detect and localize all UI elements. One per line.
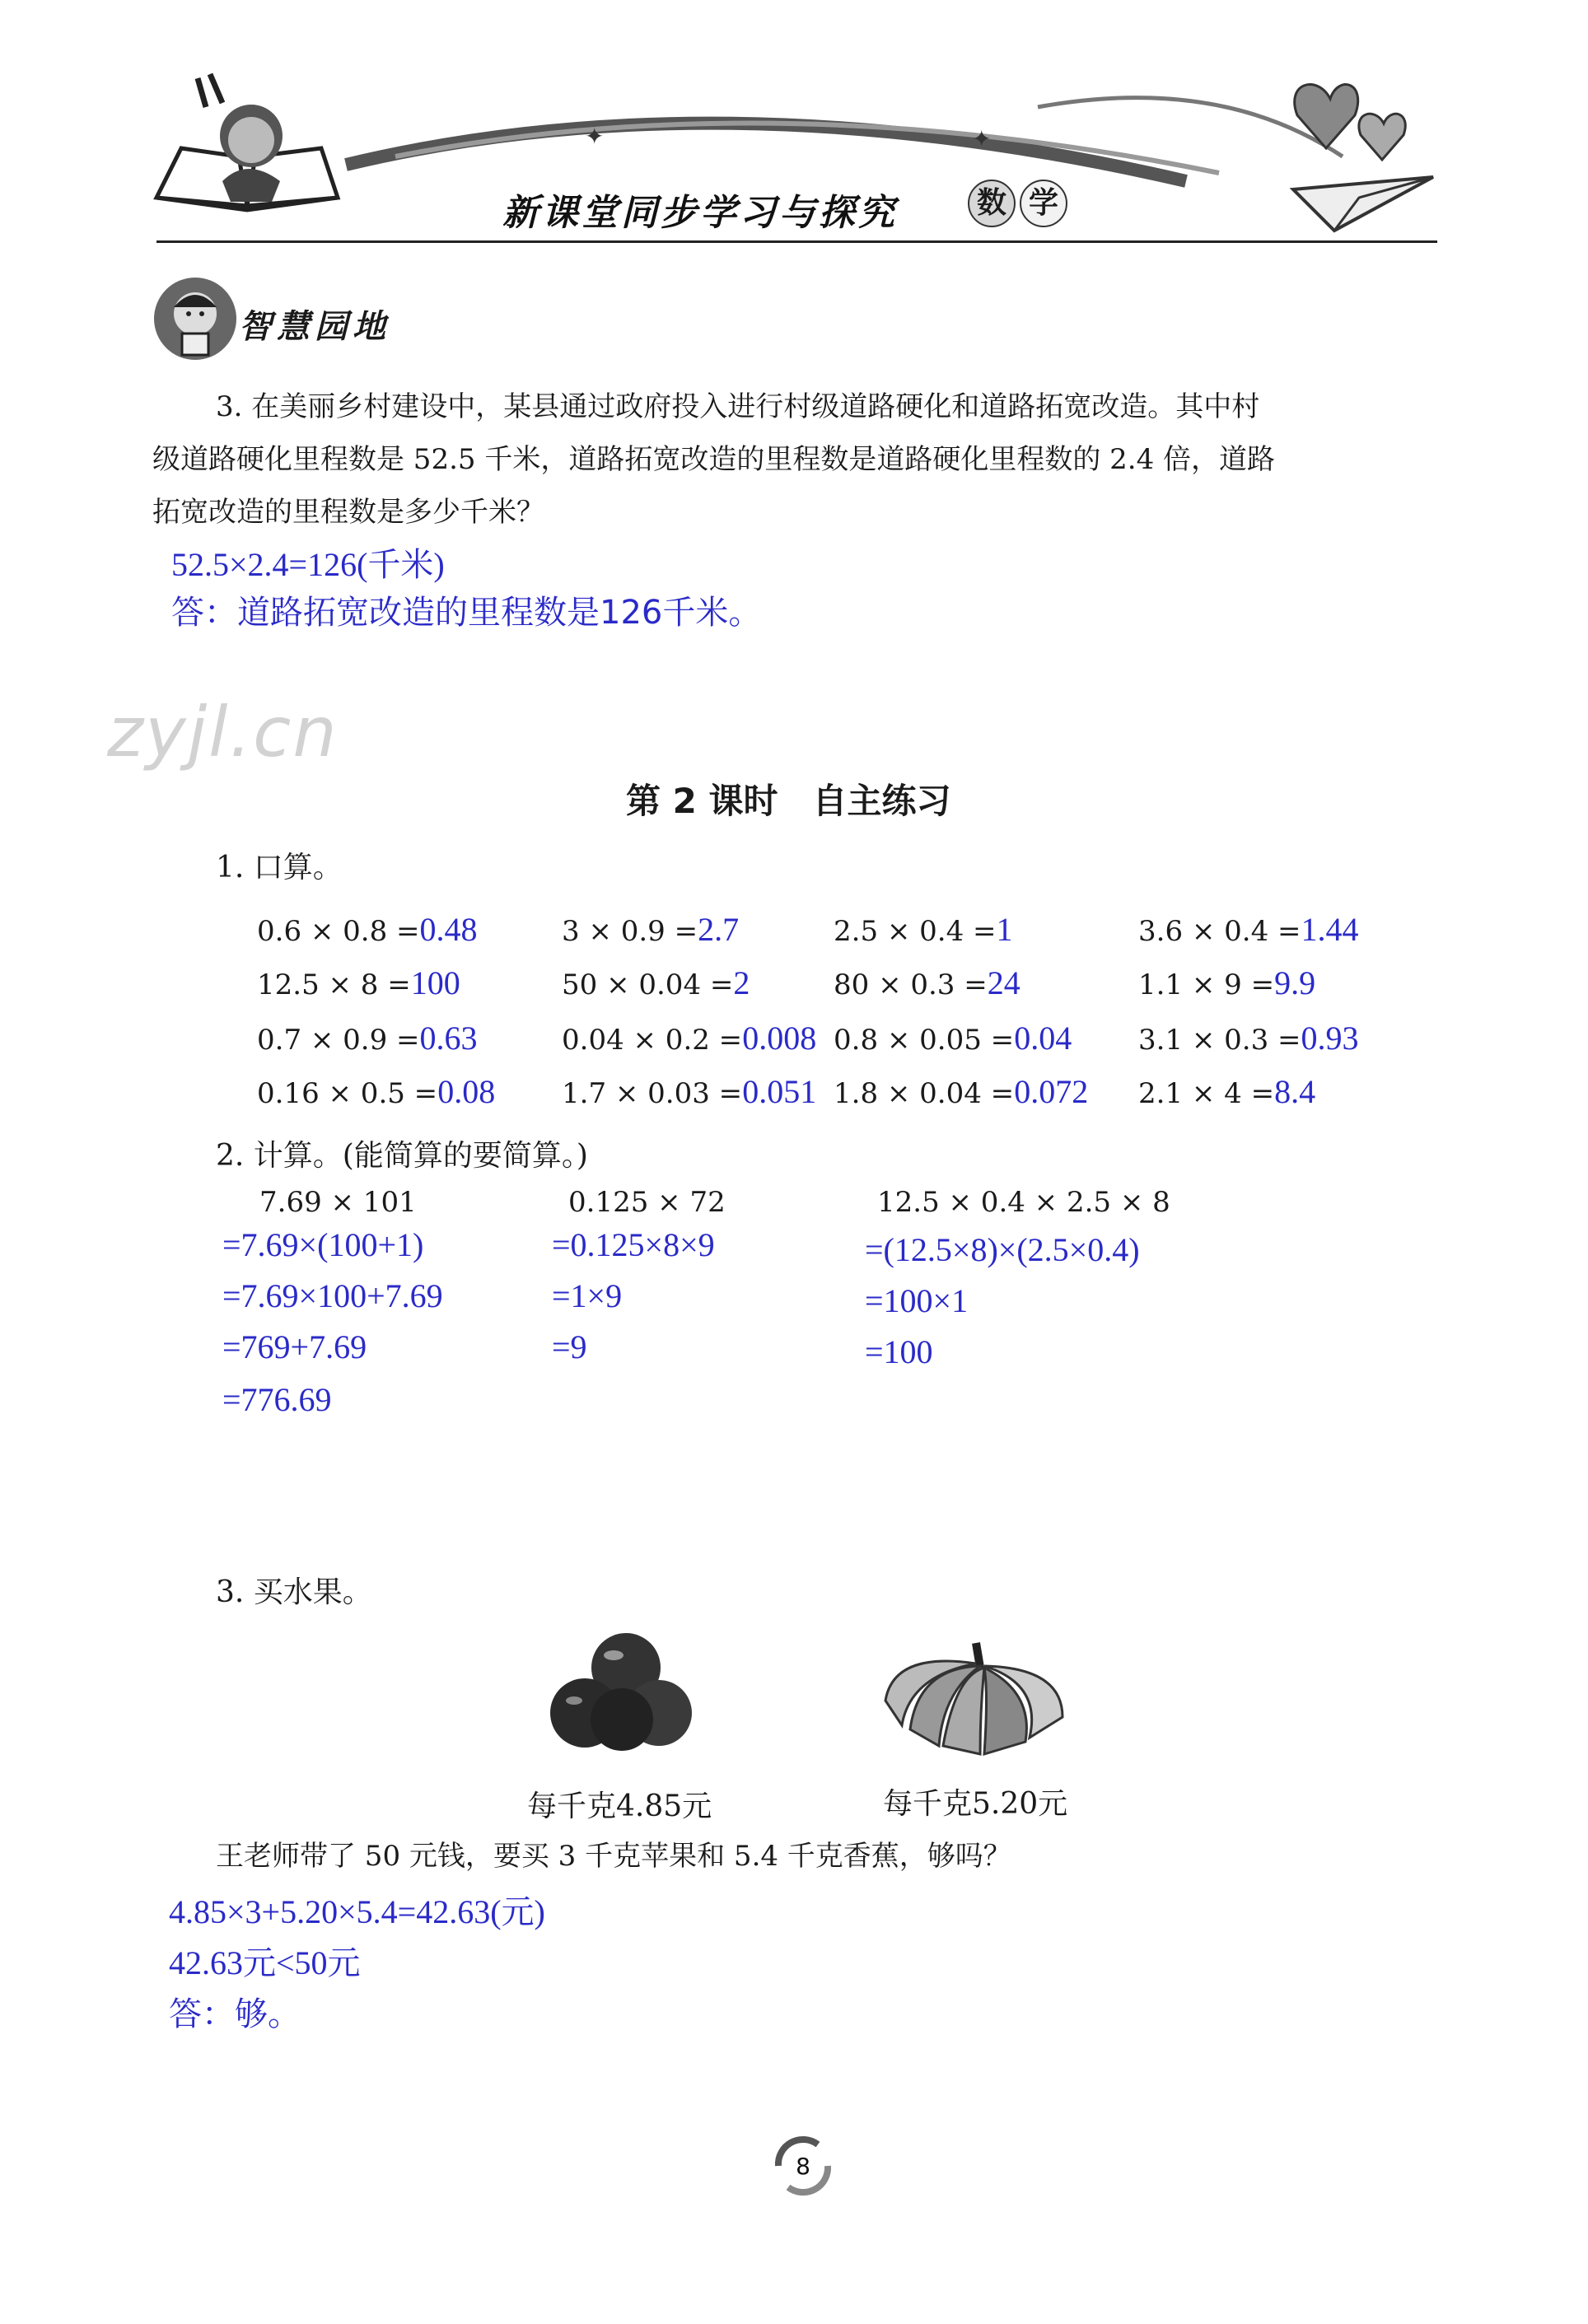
mental-math-item: [834, 964, 1021, 1002]
answer-value: 2: [733, 964, 750, 1001]
question-label: 1. 口算。: [216, 851, 343, 884]
question-label: 2. 计算。(能简算的要简算。): [216, 1139, 588, 1173]
calculation-step: =769+7.69: [222, 1328, 367, 1365]
expression: 0.7 × 0.9 =: [257, 1024, 420, 1057]
answer-value: 1: [996, 911, 1013, 948]
mental-math-item: [562, 964, 750, 1002]
calculation-step: =(12.5×8)×(2.5×0.4): [865, 1231, 1140, 1268]
watermark: zyjl.cn: [107, 692, 339, 772]
page-number: 8: [796, 2153, 810, 2180]
boy-mascot-icon: [152, 276, 239, 362]
mental-math-item: [1138, 1019, 1359, 1057]
expression: 1.8 × 0.04 =: [834, 1077, 1015, 1110]
apple-price-caption: 每千克4.85元: [527, 1790, 712, 1823]
mental-math-item: [257, 1072, 495, 1111]
book-series-title: 新课堂同步学习与探究: [502, 192, 898, 234]
problem-text-line: 级道路硬化里程数是 52.5 千米，道路拓宽改造的里程数是道路硬化里程数的 2.4 倍，道路: [152, 443, 1276, 476]
calculation-step: =1×9: [552, 1277, 623, 1314]
mental-math-item: [562, 1019, 816, 1057]
calculation-problem: 0.125 × 72: [568, 1186, 726, 1219]
mental-math-item: [1138, 1072, 1315, 1111]
expression: 0.6 × 0.8 =: [257, 915, 420, 948]
calculation-step: =776.69: [222, 1381, 332, 1418]
calculation-step: =9: [552, 1328, 587, 1365]
answer-value: 8.4: [1274, 1073, 1316, 1110]
answer-value: 1.44: [1301, 911, 1359, 948]
svg-text:✦: ✦: [585, 123, 605, 150]
mental-math-item: [562, 1072, 816, 1111]
page-number-badge: [770, 2133, 836, 2199]
expression: 0.8 × 0.05 =: [834, 1024, 1015, 1057]
answer-comparison: 42.63元<50元: [169, 1944, 361, 1981]
problem-text-line: 拓宽改造的里程数是多少千米？: [152, 496, 544, 529]
mental-math-item: [257, 964, 460, 1002]
mental-math-item: [834, 910, 1013, 949]
expression: 1.1 × 9 =: [1138, 968, 1275, 1001]
answer-calculation: 4.85×3+5.20×5.4=42.63(元): [169, 1893, 545, 1930]
expression: 2.1 × 4 =: [1138, 1077, 1275, 1110]
mental-math-item: [562, 910, 739, 949]
expression: 0.16 × 0.5 =: [257, 1077, 438, 1110]
subject-char-badge: 数: [968, 180, 1016, 227]
calculation-step: =7.69×(100+1): [222, 1226, 424, 1263]
paper-plane-icon: [1293, 177, 1433, 231]
calculation-step: =7.69×100+7.69: [222, 1277, 443, 1314]
calculation-step: =100×1: [865, 1282, 969, 1319]
expression: 3 × 0.9 =: [562, 915, 698, 948]
heart-icon: [1295, 85, 1406, 160]
section-title: 智慧园地: [239, 308, 390, 346]
answer-value: 0.63: [419, 1020, 478, 1057]
mental-math-item: [257, 910, 478, 949]
answer-statement: 答：道路拓宽改造的里程数是126千米。: [171, 594, 762, 632]
mental-math-item: [257, 1019, 478, 1057]
answer-value: 9.9: [1274, 964, 1316, 1001]
answer-value: 24: [987, 964, 1021, 1001]
expression: 50 × 0.04 =: [562, 968, 734, 1001]
answer-value: 0.48: [419, 911, 478, 948]
banana-price-caption: 每千克5.20元: [883, 1787, 1068, 1821]
expression: 2.5 × 0.4 =: [834, 915, 997, 948]
calculation-problem: 7.69 × 101: [259, 1186, 417, 1219]
expression: 1.7 × 0.03 =: [562, 1077, 743, 1110]
banana-bunch-image: [877, 1635, 1067, 1762]
subject-char-badge: 学: [1020, 180, 1067, 227]
reading-girl-icon: [156, 74, 338, 210]
answer-value: 2.7: [698, 911, 740, 948]
calculation-problem: 12.5 × 0.4 × 2.5 × 8: [877, 1186, 1170, 1219]
answer-value: 100: [410, 964, 460, 1001]
mental-math-item: [1138, 910, 1359, 949]
expression: 3.1 × 0.3 =: [1138, 1024, 1301, 1057]
answer-statement: 答：够。: [169, 1995, 301, 2033]
expression: 0.04 × 0.2 =: [562, 1024, 743, 1057]
mental-math-item: [1138, 964, 1315, 1002]
expression: 3.6 × 0.4 =: [1138, 915, 1301, 948]
calculation-step: =0.125×8×9: [552, 1226, 715, 1263]
question-text: 王老师带了 50 元钱，要买 3 千克苹果和 5.4 千克香蕉，够吗？: [216, 1840, 1011, 1873]
answer-value: 0.051: [742, 1073, 817, 1110]
expression: 80 × 0.3 =: [834, 968, 988, 1001]
answer-value: 0.08: [437, 1073, 496, 1110]
answer-value: 0.008: [742, 1020, 817, 1057]
mental-math-item: [834, 1072, 1088, 1111]
answer-calculation: 52.5×2.4=126(千米): [171, 546, 445, 583]
apple-image: [548, 1631, 696, 1754]
expression: 12.5 × 8 =: [257, 968, 411, 1001]
question-label: 3. 买水果。: [216, 1575, 372, 1609]
answer-value: 0.93: [1301, 1020, 1359, 1057]
lesson-title: 第 2 课时 自主练习: [626, 781, 951, 821]
svg-text:✦: ✦: [972, 125, 992, 152]
problem-text-line: 3. 在美丽乡村建设中，某县通过政府投入进行村级道路硬化和道路拓宽改造。其中村: [216, 390, 1260, 423]
header-divider: [156, 240, 1437, 243]
answer-value: 0.072: [1014, 1073, 1089, 1110]
calculation-step: =100: [865, 1333, 933, 1370]
mental-math-item: [834, 1019, 1072, 1057]
answer-value: 0.04: [1014, 1020, 1072, 1057]
